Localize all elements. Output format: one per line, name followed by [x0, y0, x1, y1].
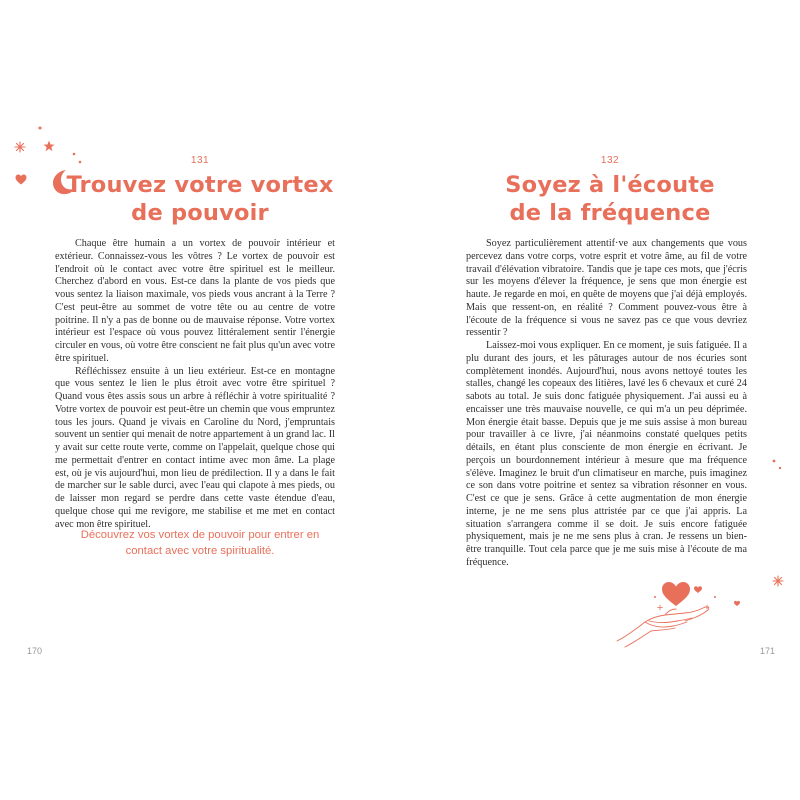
- paragraph: Réfléchissez ensuite à un lieu extérieur. Est-ce en montagne que vous sentez le lien le plus étroit avec votre être spirituel ? Quand vous êtes assis sous un arbre à réfléchir à votre spiritualité ? Votre vortex de pouvoir est peut-être un chemin que vous empruntez tous les jours. Quand je vivais en Caroline du Nord, j'empruntais souvent un sentier qui menait de notre appartement à un grand lac. Il y avait sur cette route verte, comme on l'appelait, quelque chose qui me permettait d'entrer en contact intime avec mon âme. La plage est, où je vis aujourd'hui, mon lieu de prédilection. Il y a dans le fait de marcher sur le sable durci, avec l'eau qui clapote à mes pieds, ou de laisser mon regard se perdre dans cette vaste étendue d'eau, quelque chose qui me revigore, me stabilise et me met en contact avec mon être spirituel.: [55, 365, 335, 530]
- sparkle-icon: [14, 141, 26, 153]
- dot-icon: [778, 466, 782, 470]
- page-title: [0, 171, 400, 227]
- body-text: [55, 238, 335, 531]
- body-text: [466, 238, 747, 570]
- paragraph: Soyez particulièrement attentif·ve aux changements que vous percevez dans votre corps, votre esprit et votre âme, au fil de votre travail d'élévation vibratoire. Tandis que je tape ces mots, que j'écris sur les moyens d'élever la fréquence, je sens que mon énergie est haute. Je regarde en moi, en quête de moyens que j'ai déjà employés. Mais que ressent-on, en réalité ? Comment pouvez-vous être à l'écoute de la fréquence si vous ne savez pas ce que vous devriez ressentir ?: [466, 238, 747, 339]
- paragraph: Laissez-moi vous expliquer. En ce moment, je suis fatiguée. Il a plu durant des jours, et les pâturages autour de nos écuries sont complètement inondés. Aujourd'hui, nous avons nettoyé toutes les stalles, changé les copeaux des litières, lavé les 6 chevaux et curé 24 sabots au total. Je suis donc fatiguée physiquement. J'ai aussi eu à encaisser une très mauvaise nouvelle, ce qui m'a un peu déprimée. Mon énergie était basse. Depuis que je me suis assise à mon bureau pour travailler à ce livre, j'ai néanmoins constaté quelques petits détails, en étant plus consciente de mon énergie en écrivant. Je perçois un bourdonnement intérieur à mesure que ma fréquence s'élève. Imaginez le bruit d'un climatiseur en marche, puis imaginez ce son dans votre poitrine et sentez sa vibration résonner en vous. C'est ce que je sens. Grâce à cette augmentation de mon énergie interne, je ne me sens plus attristée par ce que j'ai appris. La situation s'arrangera comme il se doit. Je suis encore fatiguée physiquement, mais je ne me sens plus à cran. Je ressens un bien-être tranquille. Tout cela parce que je me suis mise à l'écoute de ma fréquence.: [466, 340, 747, 568]
- entry-number: 132: [600, 155, 620, 166]
- page-number: 170: [27, 646, 43, 656]
- title-line: Trouvez votre vortex: [66, 172, 334, 198]
- title-line: de la fréquence: [509, 200, 711, 226]
- page-number: 171: [760, 646, 776, 656]
- hand-with-heart-icon: [615, 575, 755, 650]
- pull-quote-line: Découvrez vos vortex de pouvoir pour entrer en: [80, 529, 320, 541]
- title-line: de pouvoir: [131, 200, 269, 226]
- dot-icon: [772, 459, 776, 463]
- entry-number: 131: [190, 155, 210, 166]
- sparkle-icon: [772, 575, 784, 587]
- page-title: [410, 171, 800, 227]
- dot-icon: [38, 126, 42, 130]
- pull-quote-line: contact avec votre spiritualité.: [125, 545, 275, 557]
- paragraph: Chaque être humain a un vortex de pouvoir intérieur et extérieur. Connaissez-vous les vôtres ? Le vortex de pouvoir est l'endroit où le contact avec votre être spirituel est le meilleur. Cherchez d'abord en vous. Est-ce dans la plante de vos pieds que vous sentez la liaison maximale, vos pieds vous ancrant à la Terre ? C'est peut-être au sommet de votre tête ou au centre de votre poitrine. Il n'y a pas de bonne ou de mauvaise réponse. Votre vortex intérieur est l'espace où vous pouvez littéralement sentir l'énergie circuler en vous, où votre être conscient ne fait plus qu'un avec votre être spirituel.: [55, 238, 335, 364]
- title-line: Soyez à l'écoute: [505, 172, 715, 198]
- right-page: [400, 0, 800, 800]
- pull-quote: [0, 527, 400, 559]
- star-icon: [43, 140, 55, 152]
